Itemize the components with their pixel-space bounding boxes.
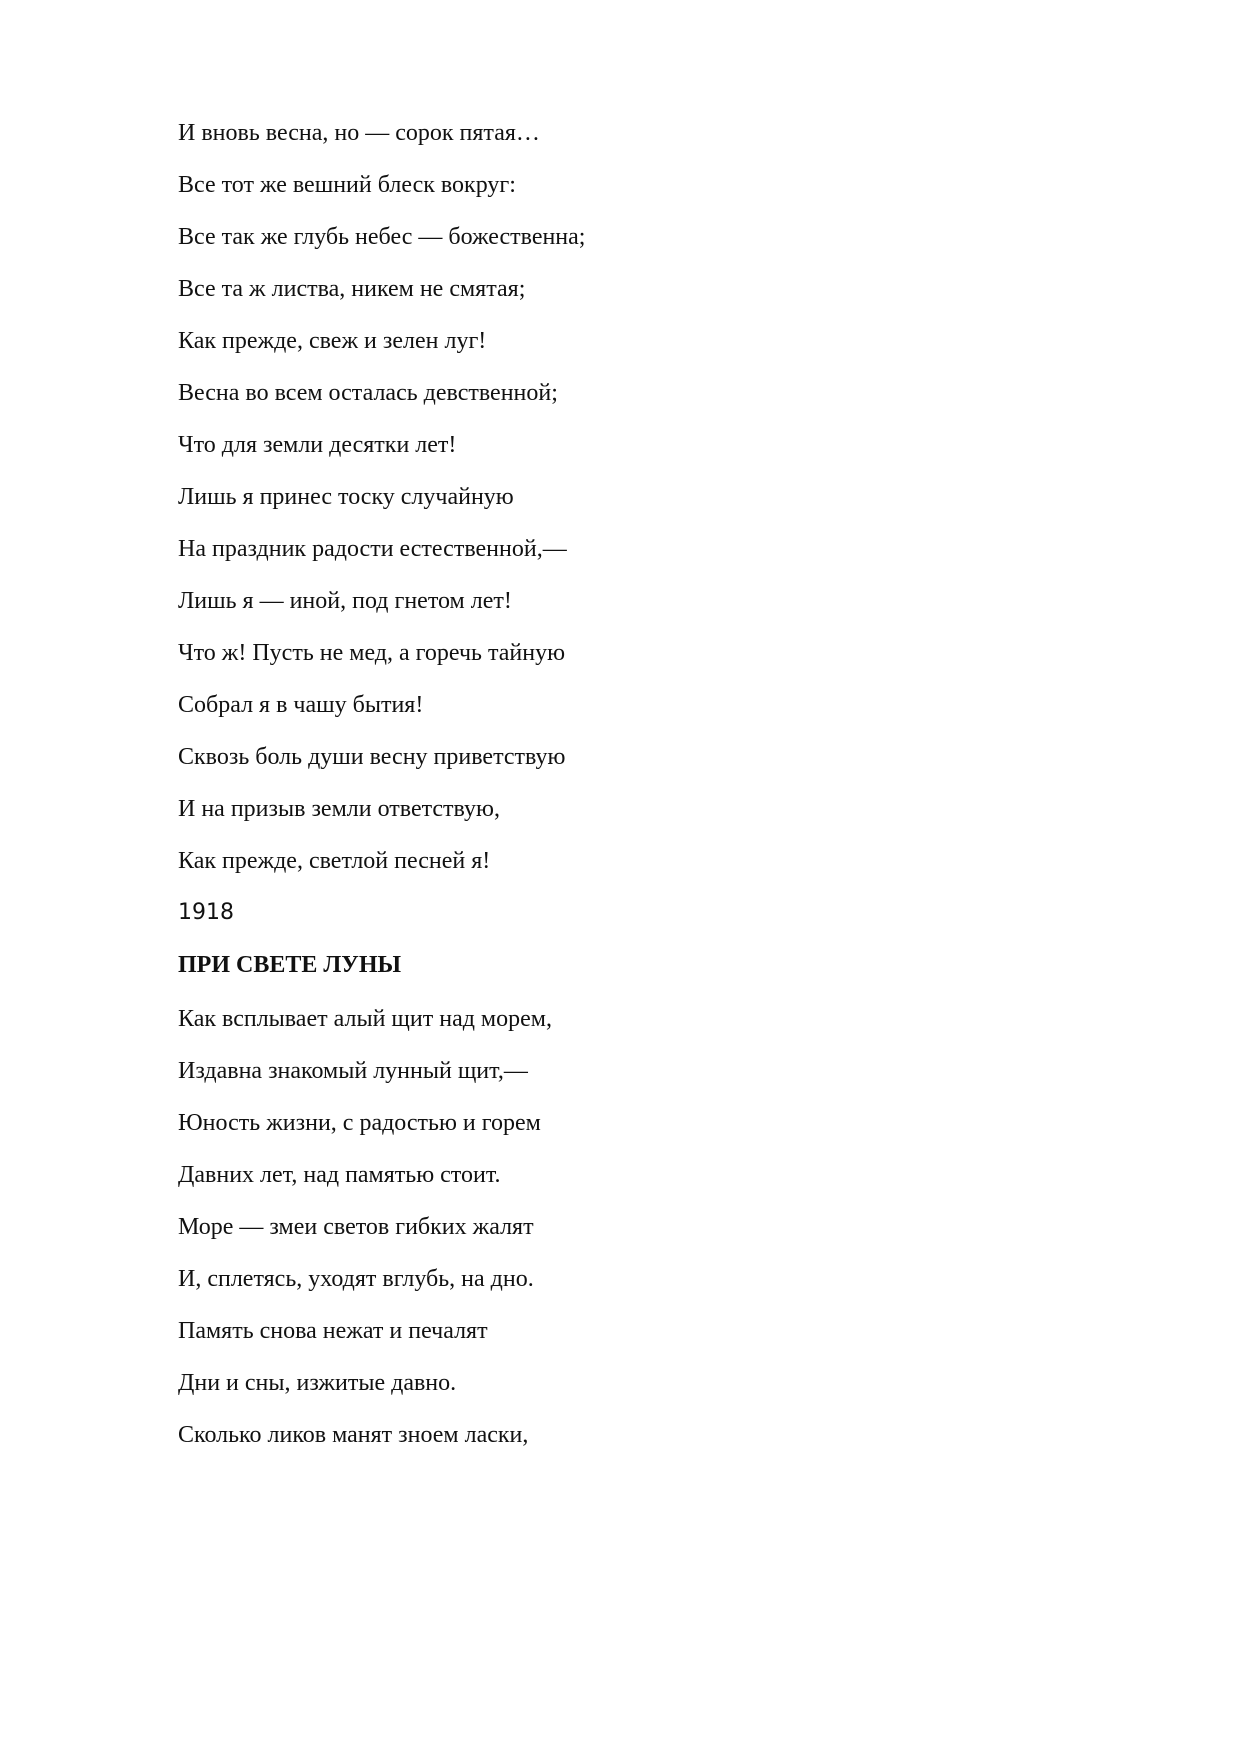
poem-line: Все так же глубь небес — божественна; [178,224,586,250]
poem-title: ПРИ СВЕТЕ ЛУНЫ [178,952,402,978]
poem-line: Все та ж листва, никем не смятая; [178,276,526,302]
poem-line: И на призыв земли ответствую, [178,796,500,822]
poem-line: Собрал я в чашу бытия! [178,692,424,718]
poem-line: На праздник радости естественной,— [178,536,567,562]
poem-line: Давних лет, над памятью стоит. [178,1162,501,1188]
poem-line: Что ж! Пусть не мед, а горечь тайную [178,640,566,666]
poem-line: Что для земли десятки лет! [178,432,457,458]
poem-line: Весна во всем осталась девственной; [178,380,558,406]
poem-line: Издавна знакомый лунный щит,— [178,1058,528,1084]
poem-line: Лишь я — иной, под гнетом лет! [178,588,512,614]
poem-line: Память снова нежат и печалят [178,1318,488,1344]
poem-line: И вновь весна, но — сорок пятая… [178,120,540,146]
poem-line: Как всплывает алый щит над морем, [178,1006,552,1032]
poem-year: 1918 [178,900,234,925]
poem-line: Дни и сны, изжитые давно. [178,1370,457,1396]
poem-line: Лишь я принес тоску случайную [178,484,514,510]
poem-line: Море — змеи светов гибких жалят [178,1214,534,1240]
poem-line: Все тот же вешний блеск вокруг: [178,172,516,198]
poem-line: Как прежде, свеж и зелен луг! [178,328,487,354]
poem-line: Юность жизни, с радостью и горем [178,1110,541,1136]
poem-line: И, сплетясь, уходят вглубь, на дно. [178,1266,534,1292]
poem-line: Как прежде, светлой песней я! [178,848,491,874]
poem-line: Сквозь боль души весну приветствую [178,744,566,770]
poem-line: Сколько ликов манят зноем ласки, [178,1422,529,1448]
